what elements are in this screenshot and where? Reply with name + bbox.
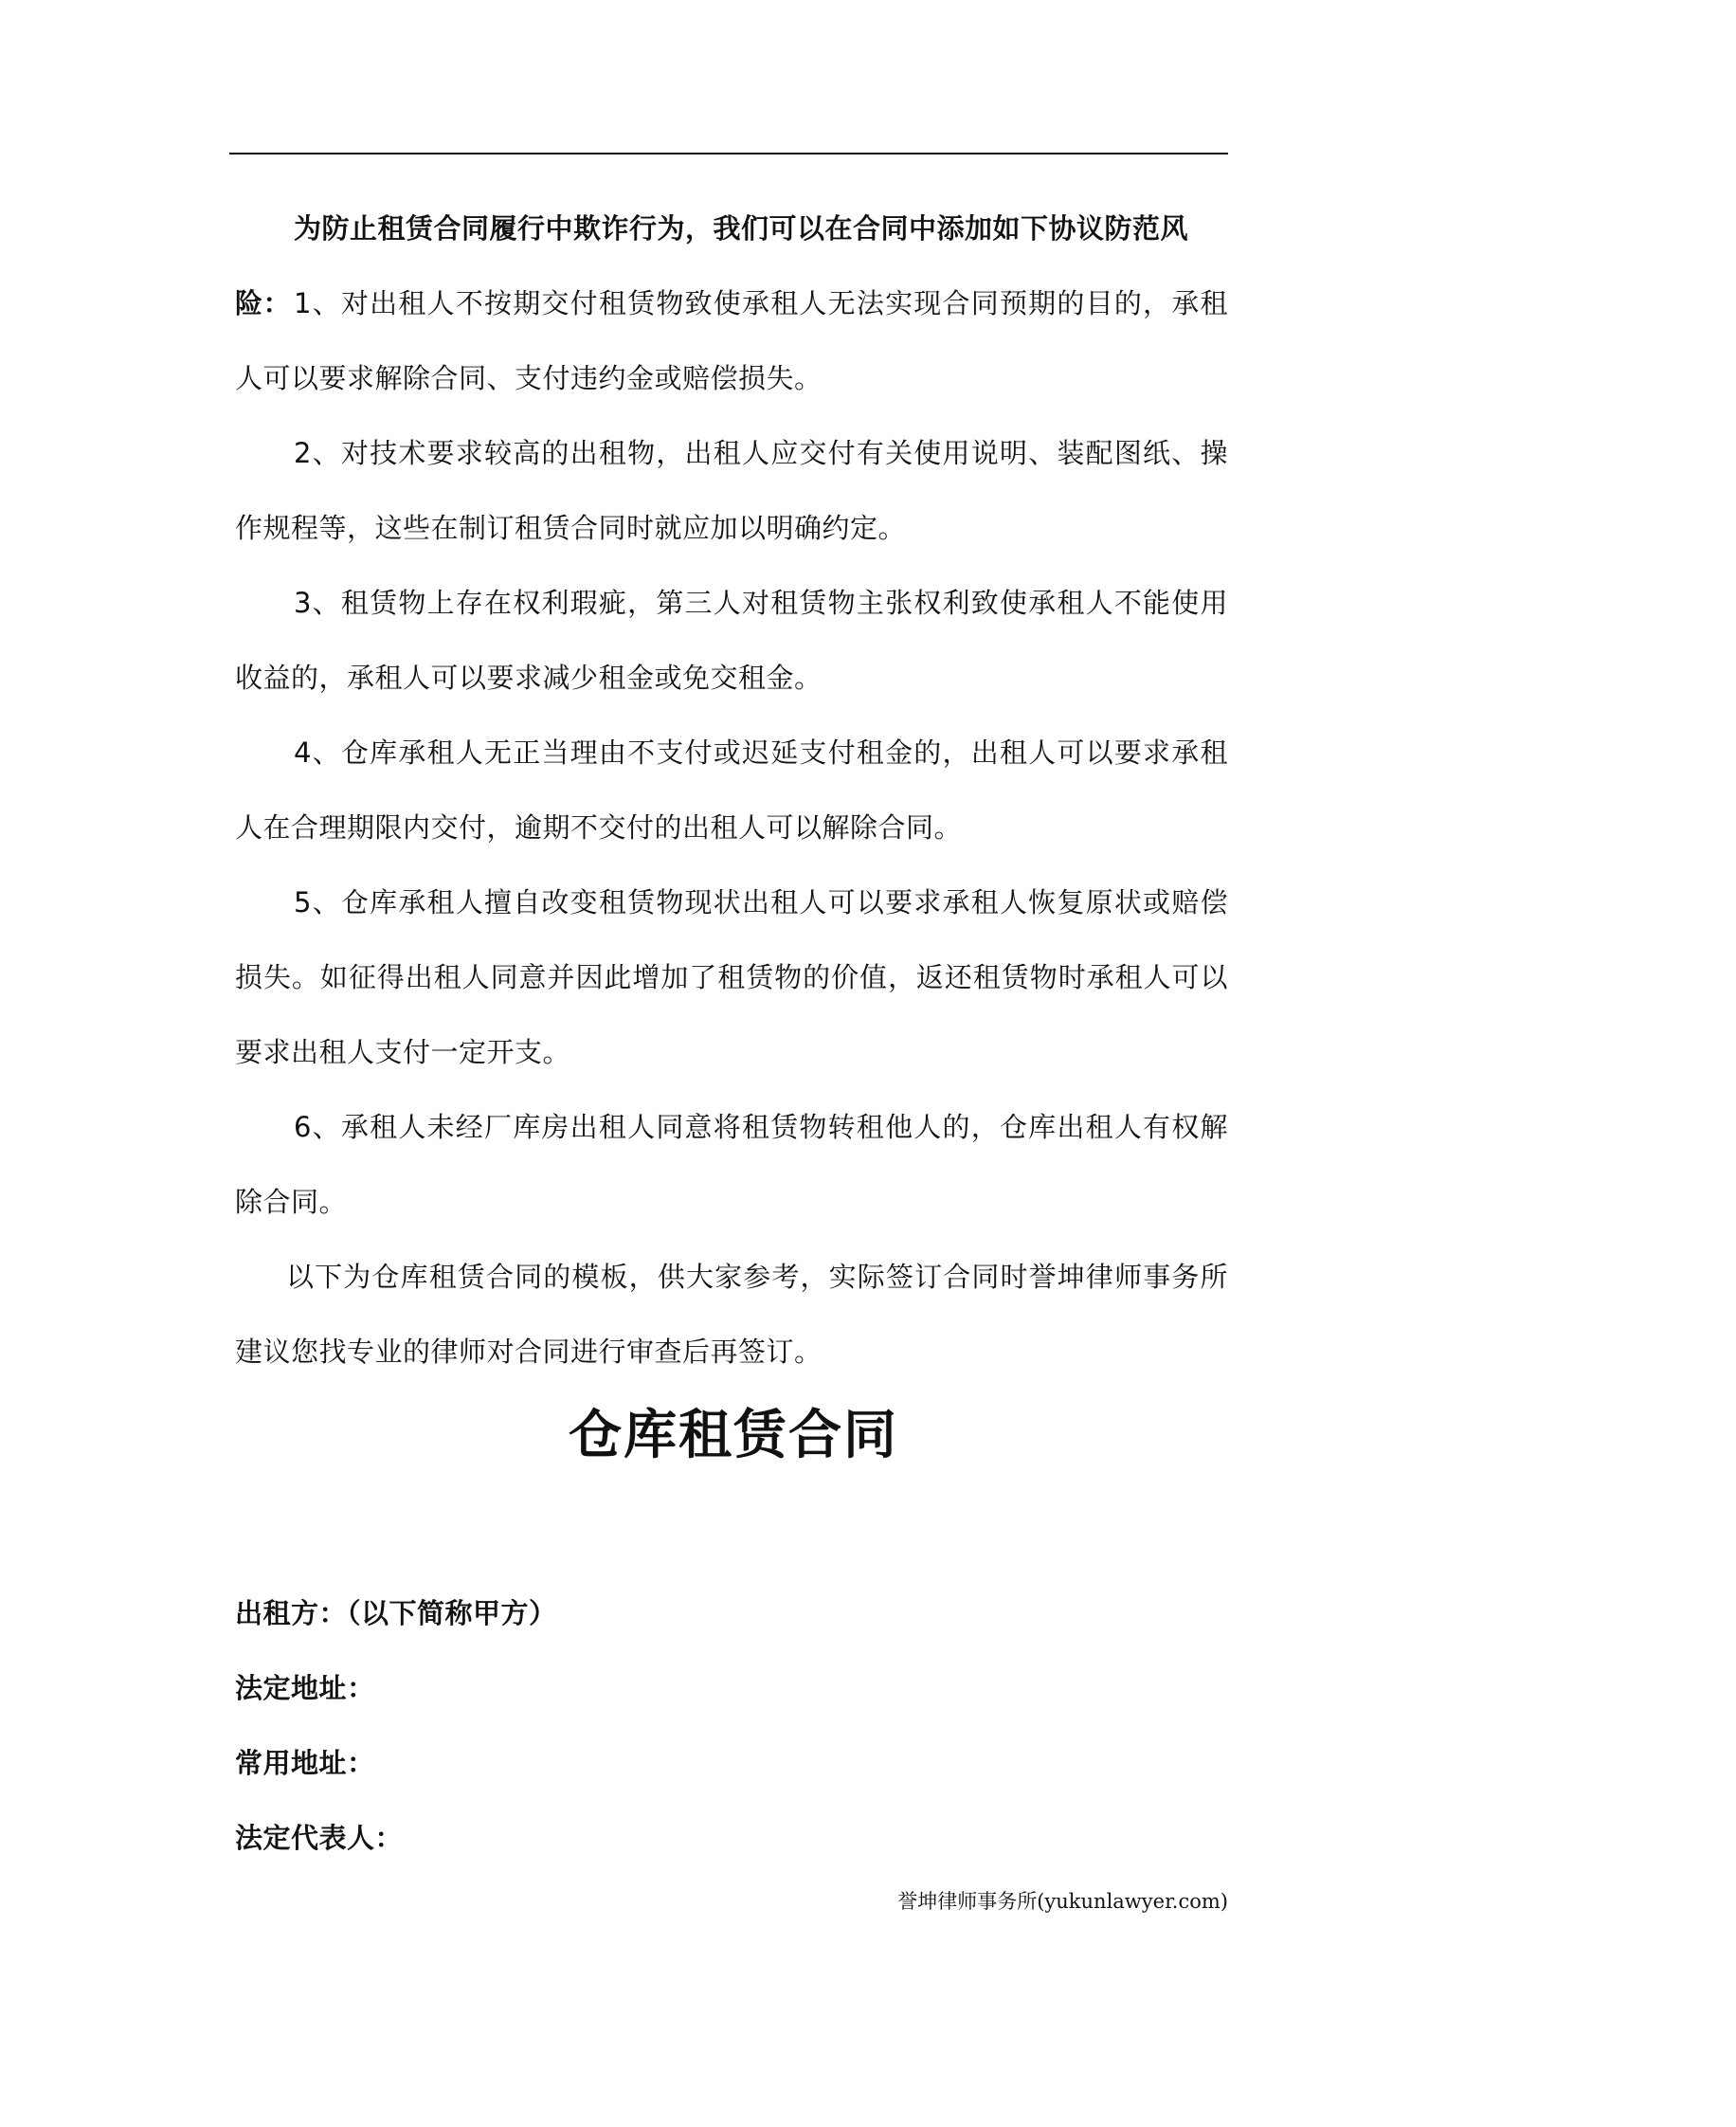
clause-1: 1、对出租人不按期交付租赁物致使承租人无法实现合同预期的目的，承租人可以要求解除合同、支付违约金或赔偿损失。 bbox=[235, 287, 1228, 394]
contract-title: 仓库租赁合同 bbox=[569, 1405, 898, 1466]
legal-address-field: 法定地址： bbox=[235, 1672, 375, 1704]
intro-heading: 为防止租赁合同履行中欺诈行为，我们可以在合同中添加如下协议防范风险： bbox=[235, 212, 1189, 319]
clause-2: 2、对技术要求较高的出租物，出租人应交付有关使用说明、装配图纸、操作规程等，这些在制订租赁合同时就应加以明确约定。 bbox=[235, 437, 1228, 544]
clause-6: 6、承租人未经厂库房出租人同意将租赁物转租他人的，仓库出租人有权解除合同。 bbox=[235, 1111, 1228, 1218]
common-address-field: 常用地址： bbox=[235, 1747, 375, 1779]
header-rule bbox=[229, 153, 1228, 155]
legal-representative-field: 法定代表人： bbox=[235, 1822, 404, 1854]
clause-4: 4、仓库承租人无正当理由不支付或迟延支付租金的，出租人可以要求承租人在合理期限内交付，逾期不交付的出租人可以解除合同。 bbox=[235, 736, 1228, 844]
clause-3: 3、租赁物上存在权利瑕疵，第三人对租赁物主张权利致使承租人不能使用收益的，承租人可以要求减少租金或免交租金。 bbox=[235, 587, 1228, 694]
footer-attribution: 誉坤律师事务所(yukunlawyer.com) bbox=[897, 1890, 1228, 1913]
clause-5: 5、仓库承租人擅自改变租赁物现状出租人可以要求承租人恢复原状或赔偿损失。如征得出租人同意并因此增加了租赁物的价值，返还租赁物时承租人可以要求出租人支付一定开支。 bbox=[235, 886, 1228, 1068]
lessor-field: 出租方：（以下简称甲方） bbox=[235, 1597, 557, 1629]
template-note: 以下为仓库租赁合同的模板，供大家参考，实际签订合同时誉坤律师事务所建议您找专业的律师对合同进行审查后再签订。 bbox=[235, 1261, 1228, 1368]
